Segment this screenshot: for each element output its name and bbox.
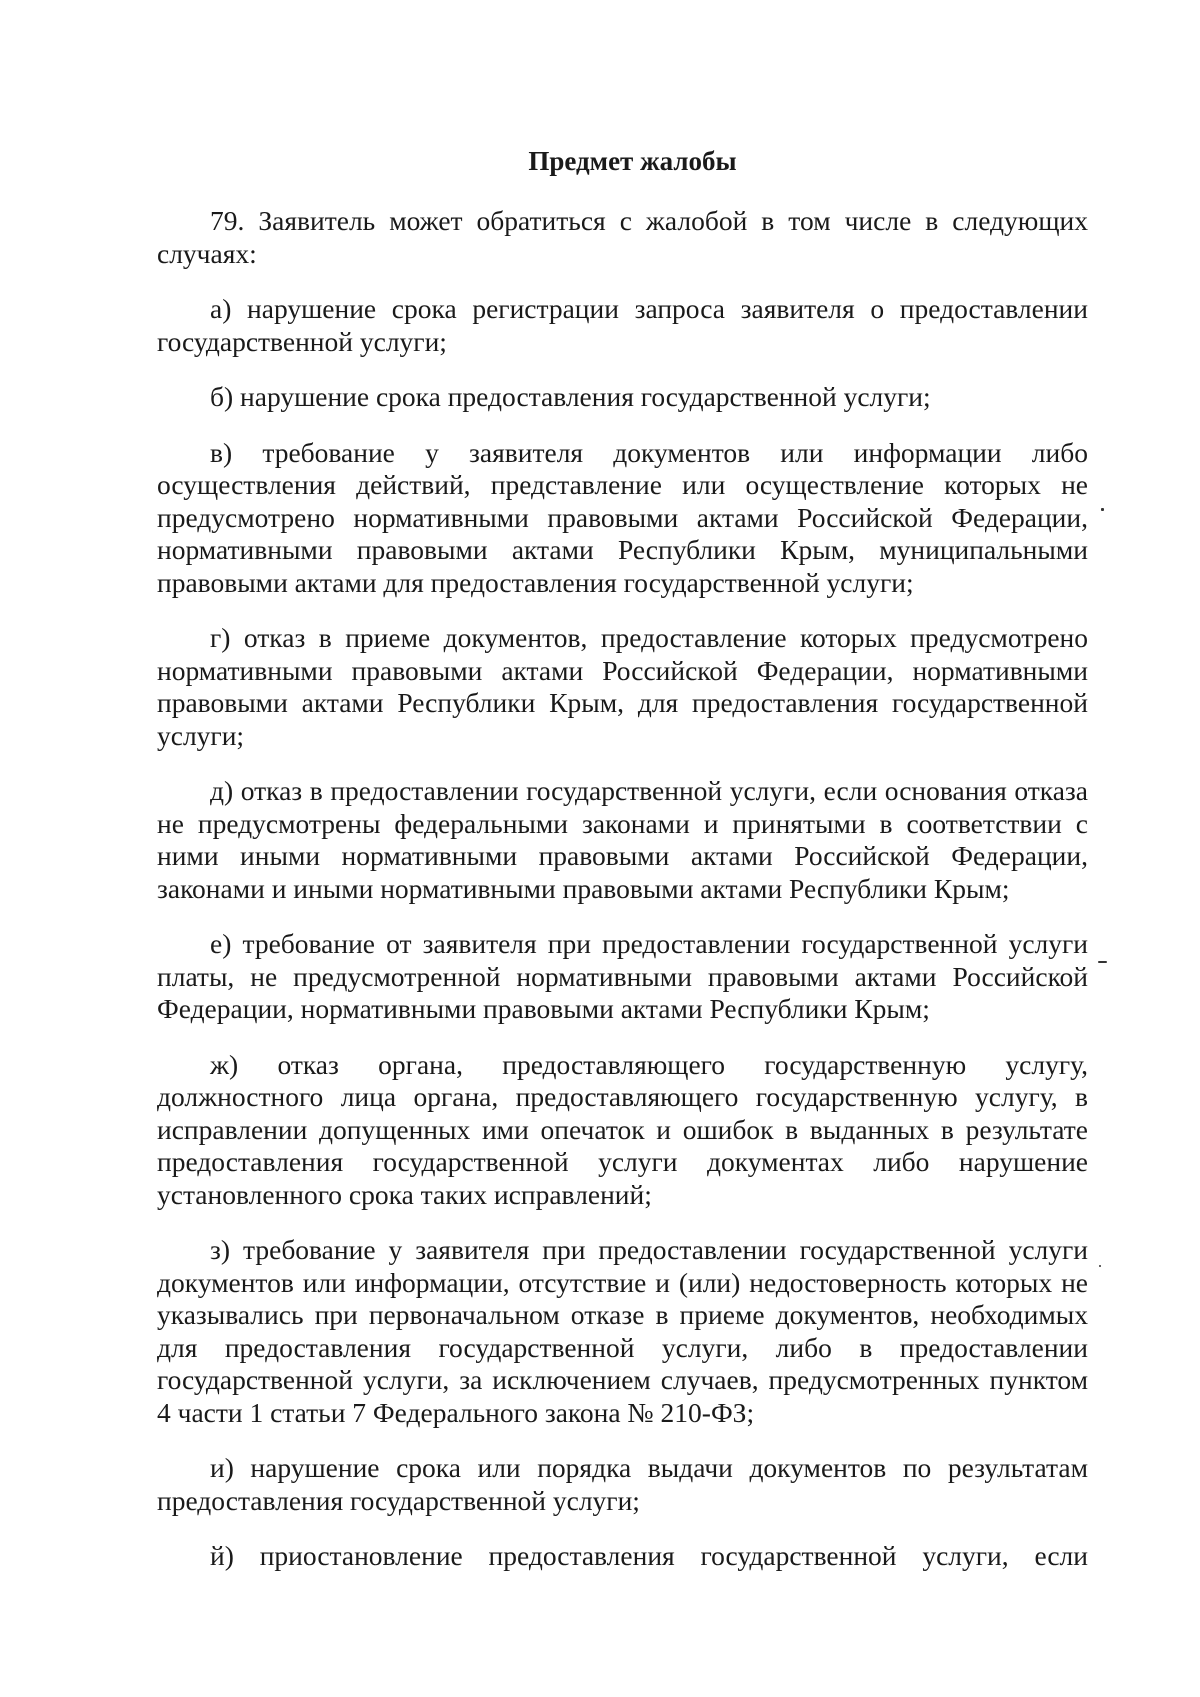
scan-speck	[1098, 961, 1107, 963]
paragraph-zh: ж) отказ органа, предоставляющего государственную услугу, должностного лица органа, предоставляющего государственную услугу, в исправлении допущенных ими опечаток и ошибок в выданных в результате предоставления государственной услуги документах либо нарушение установленного срока таких исправлений;	[157, 1048, 1088, 1210]
paragraph-v: в) требование у заявителя документов или информации либо осуществления действий, представление или осуществление которых не предусмотрено нормативными правовыми актами Российской Федерации, нормативными правовыми актами Республики Крым, муниципальными правовыми актами для предоставления государственной услуги;	[157, 436, 1088, 598]
paragraph-e: е) требование от заявителя при предоставлении государственной услуги платы, не предусмотренной нормативными правовыми актами Российской Федерации, нормативными правовыми актами Республики Крым;	[157, 928, 1088, 1024]
scan-speck	[1101, 508, 1104, 511]
scan-speck	[1099, 1265, 1101, 1267]
paragraph-d: д) отказ в предоставлении государственной услуги, если основания отказа не предусмотрены федеральными законами и принятыми в соответствии с ними иными нормативными правовыми актами Российской Федерации, законами и иными нормативными правовыми актами Республики Крым;	[157, 775, 1088, 904]
paragraph-i: и) нарушение срока или порядка выдачи документов по результатам предоставления государственной услуги;	[157, 1452, 1088, 1516]
document-body	[157, 145, 1088, 1596]
paragraph-z: з) требование у заявителя при предоставлении государственной услуги документов или информации, отсутствие и (или) недостоверность которых не указывались при первоначальном отказе в приеме документов, необходимых для предоставления государственной услуги, либо в предоставлении государственной услуги, за исключением случаев, предусмотренных пунктом 4 части 1 статьи 7 Федерального закона № 210-ФЗ;	[157, 1234, 1088, 1428]
section-heading: Предмет жалобы	[528, 146, 737, 176]
paragraph-i-kratkoe: й) приостановление предоставления государственной услуги, если	[210, 1540, 1088, 1571]
paragraph-g: г) отказ в приеме документов, предоставление которых предусмотрено нормативными правовыми актами Российской Федерации, нормативными правовыми актами Республики Крым, для предоставления государственной услуги;	[157, 622, 1088, 751]
paragraph-a: а) нарушение срока регистрации запроса заявителя о предоставлении государственной услуги;	[157, 293, 1088, 357]
paragraph-79: 79. Заявитель может обратиться с жалобой в том числе в следующих случаях:	[157, 205, 1088, 269]
paragraph-b: б) нарушение срока предоставления государственной услуги;	[210, 381, 931, 412]
